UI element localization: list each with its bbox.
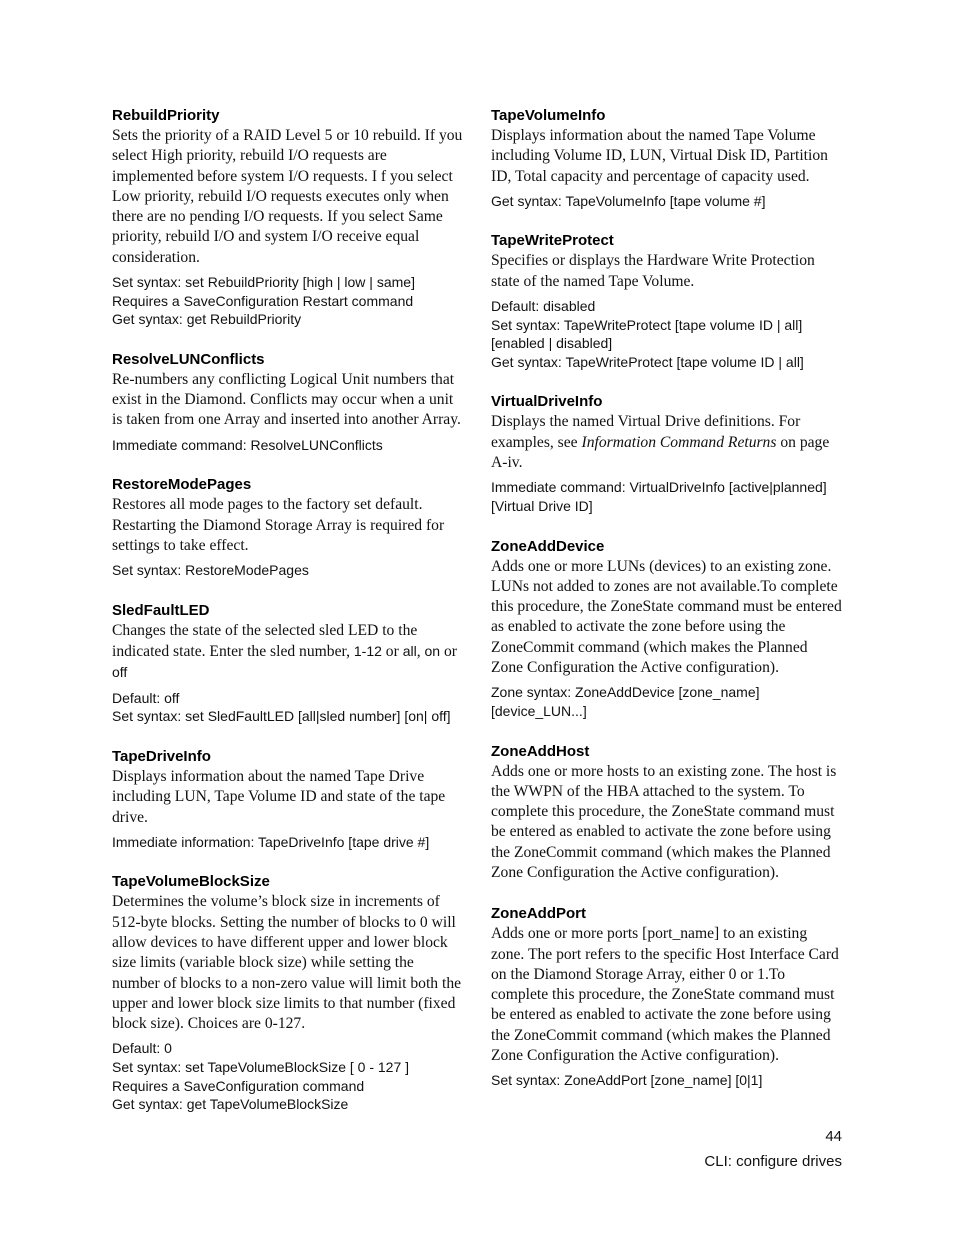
- entry-description: Re-numbers any conflicting Logical Unit numbers that exist in the Diamond. Conflicts may occur when a unit is taken from one Array and inserted into another Array.: [112, 370, 461, 429]
- inline-value: all: [402, 643, 417, 660]
- syntax-line: Set syntax: RestoreModePages: [112, 562, 309, 579]
- entry-tape-volume-block-size: [112, 872, 464, 1113]
- description-text: Displays the named Virtual Drive definitions. For examples, see: [491, 413, 801, 451]
- cross-reference-title: Information Command Returns: [581, 433, 777, 451]
- entry-tape-volume-info: [491, 106, 843, 210]
- page-footer: [704, 1124, 842, 1174]
- syntax-line: [enabled | disabled]: [491, 335, 613, 352]
- page-number: 44: [825, 1128, 842, 1145]
- entry-heading: ResolveLUNConflicts: [112, 350, 265, 368]
- entry-description: [112, 621, 464, 684]
- entry-zone-add-host: [491, 742, 843, 884]
- inline-value: off: [112, 664, 128, 681]
- syntax-line: Requires a SaveConfiguration Restart command: [112, 292, 414, 309]
- entry-heading: VirtualDriveInfo: [491, 393, 603, 411]
- entry-zone-add-device: [491, 537, 843, 721]
- entry-tape-write-protect: [491, 231, 843, 371]
- syntax-line: [device_LUN...]: [491, 702, 587, 719]
- syntax-line: Immediate command: VirtualDriveInfo [active|planned]: [491, 479, 827, 496]
- entry-heading: TapeVolumeInfo: [491, 107, 606, 124]
- entry-heading: TapeDriveInfo: [112, 747, 211, 765]
- entry-heading: SledFaultLED: [112, 601, 210, 619]
- description-text: or: [440, 643, 457, 661]
- entry-resolve-lun-conflicts: [112, 350, 464, 454]
- entry-heading: ZoneAddDevice: [491, 537, 605, 555]
- entry-zone-add-port: [491, 904, 843, 1090]
- entry-tape-drive-info: [112, 747, 464, 851]
- inline-value: 1-12: [353, 643, 382, 660]
- inline-value: on: [424, 643, 441, 660]
- entry-heading: TapeWriteProtect: [491, 232, 614, 250]
- syntax-line: Set syntax: TapeWriteProtect [tape volume ID | all]: [491, 316, 803, 333]
- entry-description: Specifies or displays the Hardware Write Protection state of the named Tape Volume.: [491, 252, 815, 290]
- entry-description: Adds one or more hosts to an existing zone. The host is the WWPN of the HBA attached to the system. To complete this procedure, the ZoneState command must be entered as enabled to activate the zone before using the ZoneCommit command (which makes the Planned Zone Configuration the Active configuration).: [491, 762, 837, 881]
- description-text: on page A-iv.: [491, 433, 830, 472]
- entry-description: Adds one or more LUNs (devices) to an existing zone. LUNs not added to zones are not available.To complete this procedure, the ZoneState command must be entered as enabled to activate the zone before using the ZoneCommit command (which makes the Planned Zone Configuration the Active configuration).: [491, 557, 842, 677]
- entry-heading: RebuildPriority: [112, 107, 220, 124]
- entry-restore-mode-pages: [112, 475, 464, 579]
- syntax-line: Requires a SaveConfiguration command: [112, 1077, 365, 1094]
- entry-virtual-drive-info: [491, 392, 843, 515]
- syntax-line: Default: off: [112, 689, 180, 706]
- syntax-line: [Virtual Drive ID]: [491, 497, 593, 514]
- syntax-line: Get syntax: get RebuildPriority: [112, 311, 302, 328]
- entry-rebuild-priority: [112, 106, 464, 329]
- entry-description: Displays information about the named Tape Drive including LUN, Tape Volume ID and state of the tape drive.: [112, 767, 446, 826]
- description-text: or: [381, 643, 403, 661]
- section-title: CLI: configure drives: [704, 1153, 842, 1170]
- syntax-line: Default: disabled: [491, 298, 596, 315]
- entry-description: Determines the volume’s block size in increments of 512-byte blocks. Setting the number of blocks to 0 will allow devices to have different upper and lower block size limits (variable block size) while setting the number of blocks to a non-zero value will limit both the upper and lower block size limits to that number (fixed block size). Choices are 0-127.: [112, 893, 462, 1033]
- syntax-line: Set syntax: set TapeVolumeBlockSize [ 0 - 127 ]: [112, 1059, 410, 1076]
- entry-description: [491, 412, 843, 473]
- syntax-line: Get syntax: get TapeVolumeBlockSize: [112, 1096, 349, 1113]
- entry-description: Displays information about the named Tape Volume including Volume ID, LUN, Virtual Disk ID, Partition ID, Total capacity and percentage of capacity used.: [491, 127, 828, 185]
- description-text: Changes the state of the selected sled LED to the indicated state. Enter the sled number,: [112, 621, 418, 661]
- entry-heading: RestoreModePages: [112, 476, 252, 494]
- syntax-line: Get syntax: TapeWriteProtect [tape volume ID | all]: [491, 353, 804, 370]
- entry-description: Sets the priority of a RAID Level 5 or 10 rebuild. If you select High priority, rebuild I/O requests are implemented before system I/O requests. I f you select Low priority, rebuild I/O requests executes only when there are no pending I/O requests. If you select Same priority, rebuild I/O and system I/O receive equal consideration.: [112, 127, 463, 266]
- entry-description: Adds one or more ports [port_name] to an existing zone. The port refers to the specific Host Interface Card on the Diamond Storage Array, either 0 or 1.To complete this procedure, the ZoneState command must be entered as enabled to activate the zone before using the ZoneCommit command (which makes the Planned Zone Configuration the Active configuration).: [491, 925, 839, 1065]
- entry-heading: ZoneAddHost: [491, 742, 590, 760]
- left-column: [112, 106, 464, 1135]
- description-text: ,: [416, 643, 425, 661]
- syntax-line: Default: 0: [112, 1040, 172, 1057]
- syntax-line: Set syntax: ZoneAddPort [zone_name] [0|1]: [491, 1072, 763, 1089]
- entry-description: Restores all mode pages to the factory set default. Restarting the Diamond Storage Array is required for settings to take effect.: [112, 496, 445, 554]
- syntax-line: Set syntax: set SledFaultLED [all|sled number] [on| off]: [112, 708, 451, 725]
- right-column: [491, 106, 843, 1111]
- syntax-line: Zone syntax: ZoneAddDevice [zone_name]: [491, 684, 760, 701]
- syntax-line: Immediate information: TapeDriveInfo [tape drive #]: [112, 833, 430, 850]
- entry-sled-fault-led: [112, 601, 464, 726]
- syntax-line: Immediate command: ResolveLUNConflicts: [112, 436, 383, 453]
- entry-heading: TapeVolumeBlockSize: [112, 873, 270, 891]
- syntax-line: Get syntax: TapeVolumeInfo [tape volume #]: [491, 192, 766, 209]
- syntax-line: Set syntax: set RebuildPriority [high | low | same]: [112, 274, 415, 291]
- entry-heading: ZoneAddPort: [491, 905, 586, 923]
